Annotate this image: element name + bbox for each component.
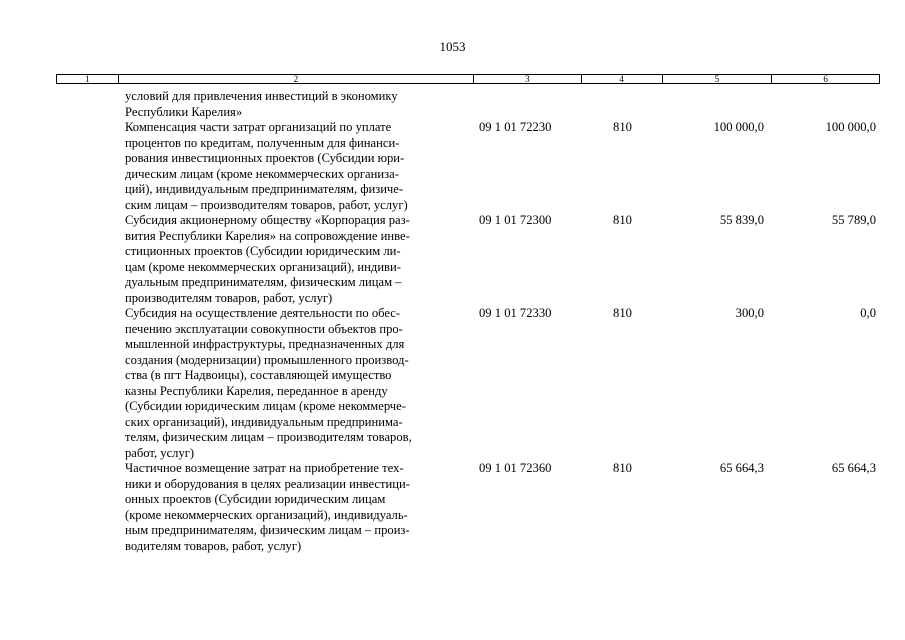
table-row [56, 120, 880, 213]
row-sum-1: 100 000,0 [713, 120, 764, 134]
table-body [56, 89, 880, 554]
row-code: 09 1 01 72360 [479, 461, 552, 475]
row-type: 810 [613, 120, 632, 134]
row-code: 09 1 01 72330 [479, 306, 552, 320]
row-sum-2: 55 789,0 [831, 213, 876, 227]
row-code [474, 89, 582, 120]
table-row [56, 461, 880, 554]
table-row [56, 89, 880, 120]
row-sum-1 [663, 89, 773, 120]
row-type: 810 [613, 461, 632, 475]
row-sum-1: 55 839,0 [719, 213, 764, 227]
row-sum-1: 65 664,3 [719, 461, 764, 475]
row-name: условий для привлечения инвестиций в экономику Республики Карелия» [125, 89, 398, 119]
row-type: 810 [613, 213, 632, 227]
page-number: 1053 [439, 39, 466, 54]
column-header-2: 2 [119, 75, 474, 83]
row-code: 09 1 01 72230 [479, 120, 552, 134]
table-row [56, 213, 880, 306]
row-sum-2: 100 000,0 [825, 120, 876, 134]
row-sum-2: 0,0 [860, 306, 876, 320]
row-name: Компенсация части затрат организаций по уплате процентов по кредитам, полученным для финанси- рования инвестиционных проектов (Субсидии юри- дическим лицам (кроме некоммерческих организа- ций), индивидуальным предпринимателям, физиче- ским лицам – производителям товаров, работ, услуг) [125, 120, 408, 212]
row-sum-2: 65 664,3 [831, 461, 876, 475]
column-header-6: 6 [823, 74, 828, 84]
column-header-4: 4 [582, 75, 663, 83]
column-header-1: 1 [57, 75, 119, 83]
row-name: Частичное возмещение затрат на приобретение тех- ники и оборудования в целях реализации инвестици- онных проектов (Субсидии юридическим лицам (кроме некоммерческих организаций), индивидуаль- ным предпринимателям, физическим лицам – произ- водителям товаров, работ, услуг) [125, 461, 410, 553]
row-type: 810 [613, 306, 632, 320]
row-sum-1: 300,0 [735, 306, 764, 320]
row-name: Субсидия на осуществление деятельности по обес- печению эксплуатации совокупности объектов про- мышленной инфраструктуры, предназначенных для создания (модернизации) промышленного производ- ства (в пгт Надвоицы), составляющей имущество казны Республики Карелия, переданное в аренду (Субсидии юридическим лицам (кроме некоммерче- ских организаций), индивидуальным предпринима- телям, физическим лицам – производителям товаров, работ, услуг) [125, 306, 412, 460]
row-code: 09 1 01 72300 [479, 213, 552, 227]
table-row [56, 306, 880, 461]
column-header-5: 5 [663, 75, 773, 83]
row-type [582, 89, 663, 120]
row-sum-2 [773, 89, 880, 120]
row-name: Субсидия акционерному обществу «Корпорация раз- вития Республики Карелия» на сопровождение инве- стиционных проектов (Субсидии юридическим ли- цам (кроме некоммерческих организаций), индиви- дуальным предпринимателям, физическим лицам – производителям товаров, работ, услуг) [125, 213, 410, 305]
table-header [56, 74, 880, 84]
column-header-3: 3 [474, 75, 582, 83]
